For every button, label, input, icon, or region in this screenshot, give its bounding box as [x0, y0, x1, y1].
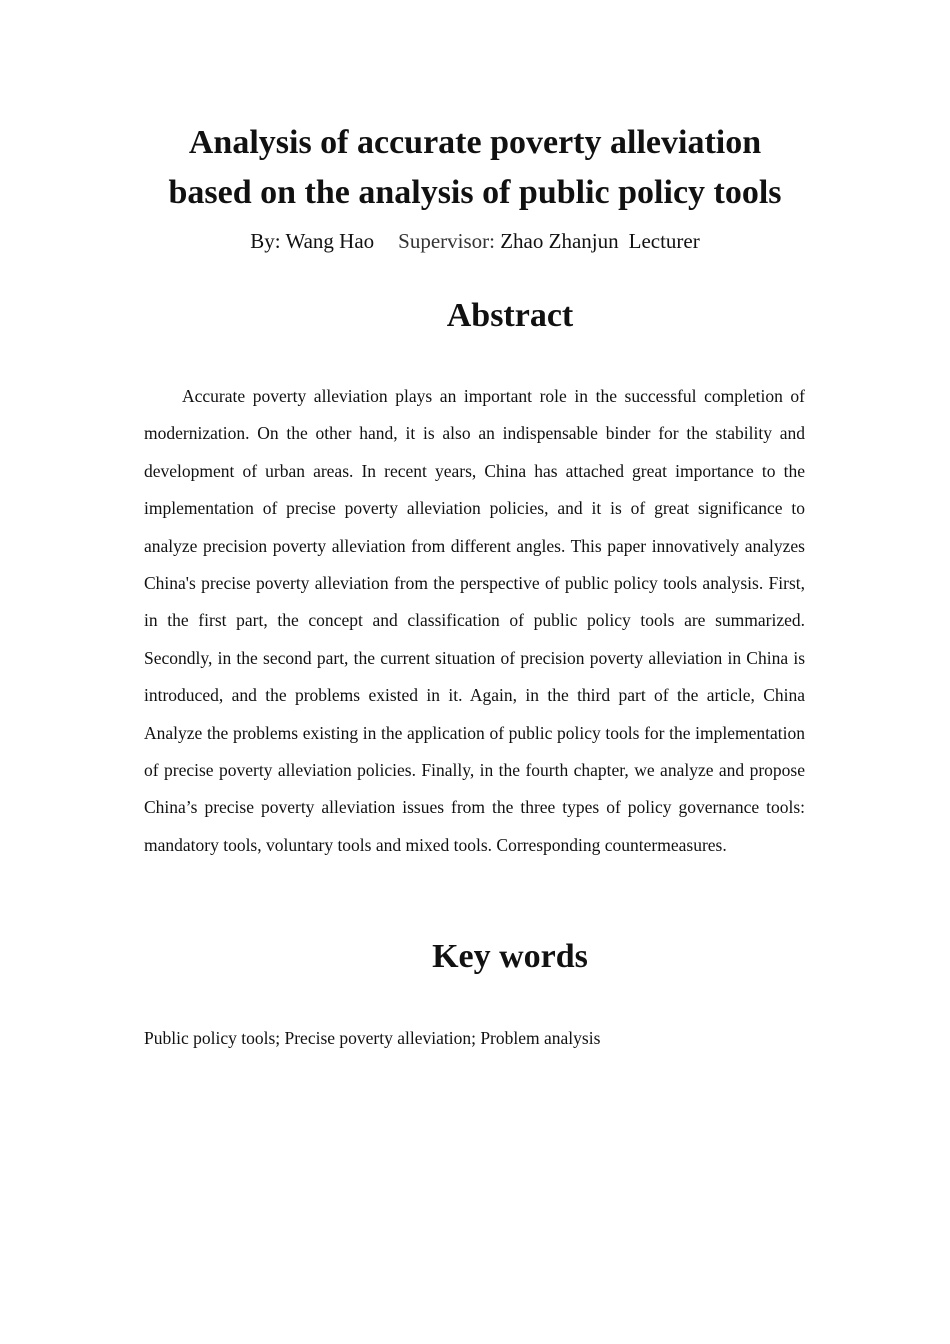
paper-title-line-1: Analysis of accurate poverty alleviation: [188, 124, 762, 161]
supervisor-name: Zhao Zhanjun: [500, 229, 619, 253]
keywords-body: Public policy tools; Precise poverty alleviation; Problem analysis: [144, 1028, 601, 1048]
supervisor-title: Lecturer: [628, 229, 700, 253]
paper-title: [0, 118, 950, 218]
keywords-heading: Key words: [432, 938, 588, 975]
byline: [0, 226, 950, 256]
abstract-body: Accurate poverty alleviation plays an important role in the successful completion of modernization. On the other hand, it is also an indispensable binder for the stability and development of urban areas. In recent years, China has attached great importance to the implementation of precise poverty alleviation policies, and it is of great significance to analyze precision poverty alleviation from different angles. This paper innovatively analyzes China's precise poverty alleviation from the perspective of public policy tools analysis. First, in the first part, the concept and classification of public policy tools are summarized. Secondly, in the second part, the current situation of precision poverty alleviation in China is introduced, and the problems existed in it. Again, in the third part of the article, China Analyze the problems existing in the application of public policy tools for the implementation of precise poverty alleviation policies. Finally, in the fourth chapter, we analyze and propose China’s precise poverty alleviation issues from the three types of policy governance tools: mandatory tools, voluntary tools and mixed tools. Corresponding countermeasures.: [144, 386, 805, 855]
abstract-heading: Abstract: [446, 297, 574, 334]
author: By: Wang Hao: [250, 229, 375, 253]
paper-title-line-2: based on the analysis of public policy tools: [168, 174, 782, 211]
supervisor-label: Supervisor:: [398, 229, 495, 253]
